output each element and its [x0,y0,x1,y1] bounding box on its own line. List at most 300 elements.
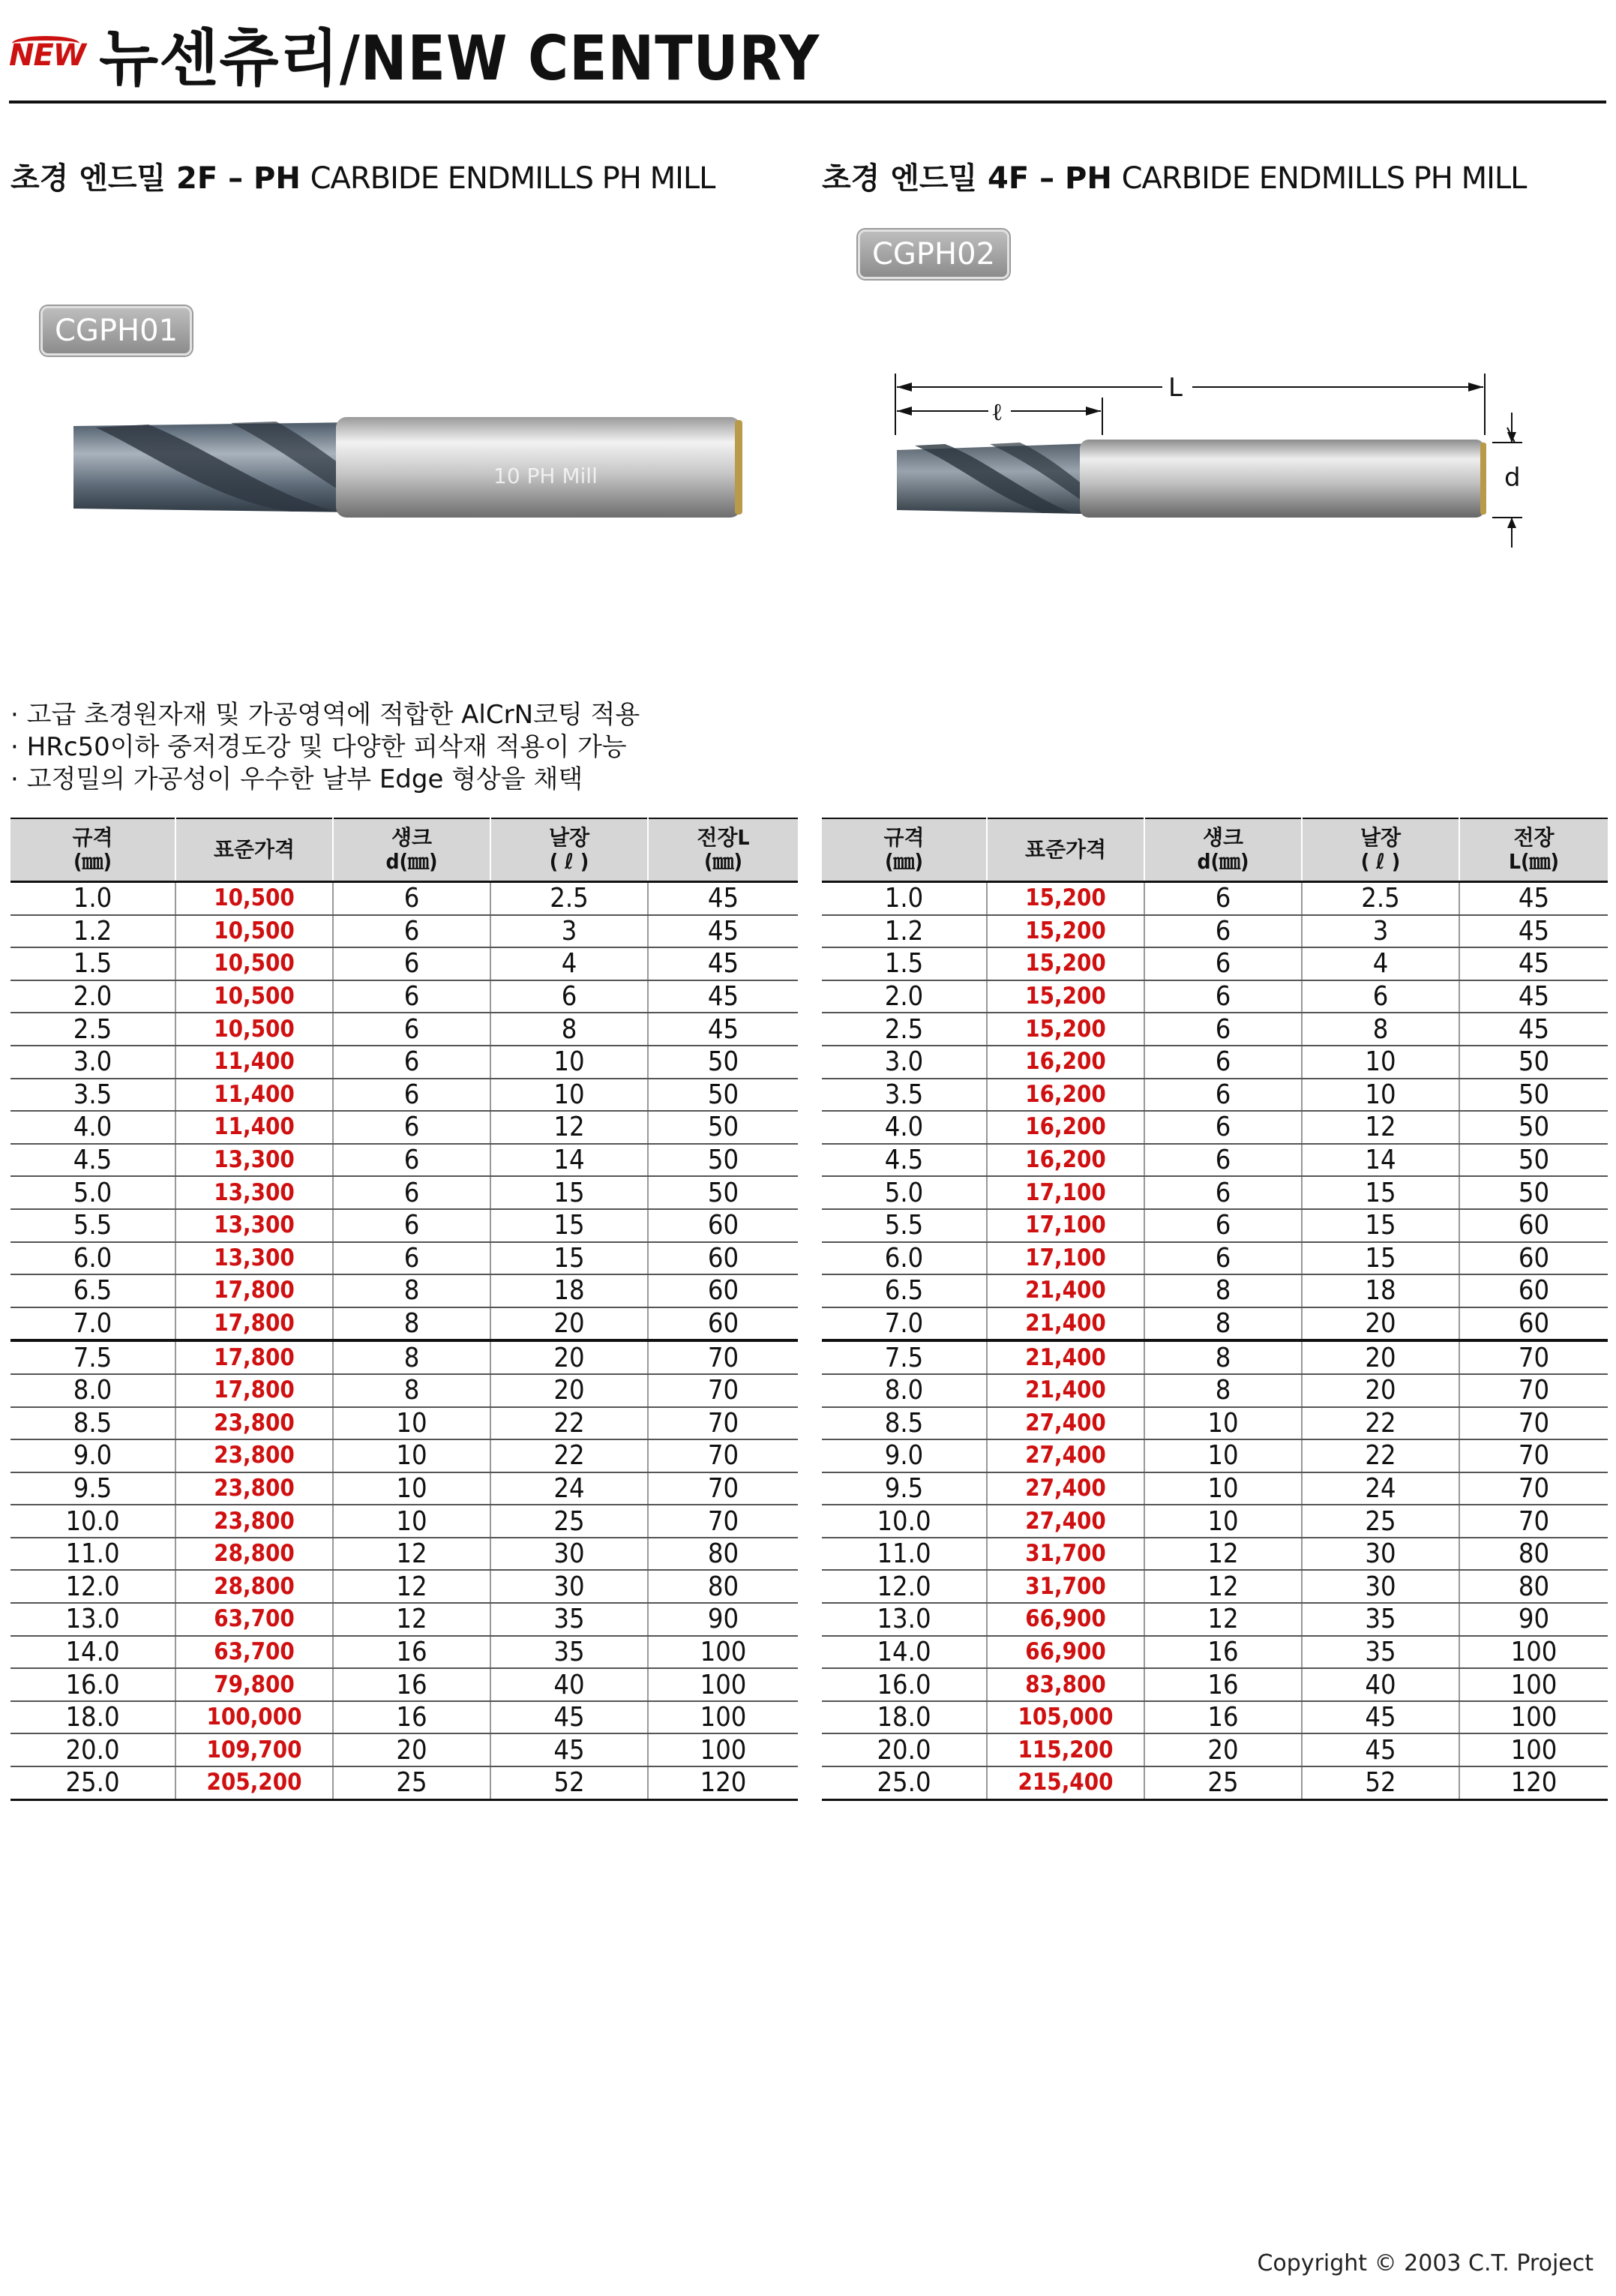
left-title-en: CARBIDE ENDMILLS PH MILL [310,161,715,196]
col-header-line2: ( ℓ ) [549,849,589,874]
table-row [10,1274,798,1307]
cell-size: 6.0 [822,1242,987,1275]
cell-shank: 10 [333,1407,490,1440]
cell-overall-length: 80 [648,1570,798,1603]
cell-size: 20.0 [10,1733,175,1766]
table-row [10,1209,798,1242]
copyright-text: Copyright © 2003 C.T. Project [1257,2250,1594,2276]
table-row [10,1307,798,1341]
cell-overall-length: 70 [648,1472,798,1505]
cell-overall-length: 50 [1459,1176,1608,1209]
cell-price: 23,800 [175,1505,333,1538]
cell-flute-length: 30 [490,1570,648,1603]
cell-overall-length: 70 [1459,1340,1608,1374]
cell-size: 3.0 [10,1046,175,1079]
table-row [10,1013,798,1046]
cell-price: 11,400 [175,1079,333,1112]
cell-flute-length: 24 [490,1472,648,1505]
table-row [822,882,1608,915]
cell-size: 9.0 [10,1439,175,1472]
cell-overall-length: 100 [1459,1636,1608,1669]
cell-shank: 6 [333,915,490,948]
cell-flute-length: 22 [490,1407,648,1440]
cell-size: 1.0 [10,882,175,915]
cell-overall-length: 70 [1459,1439,1608,1472]
cell-shank: 6 [333,1144,490,1177]
cell-flute-length: 30 [490,1538,648,1571]
cell-price: 17,800 [175,1274,333,1307]
col-header-line1: 전장 [1513,825,1555,850]
arrow-right-icon [1086,407,1101,416]
table-row [822,1340,1608,1374]
table-row [10,947,798,980]
cell-size: 9.5 [822,1472,987,1505]
cell-price: 23,800 [175,1407,333,1440]
cell-shank: 12 [1144,1538,1302,1571]
cell-price: 21,400 [987,1374,1144,1407]
cell-shank: 12 [1144,1603,1302,1636]
cell-overall-length: 45 [1459,915,1608,948]
cell-flute-length: 15 [490,1242,648,1275]
cell-price: 105,000 [987,1701,1144,1734]
cell-flute-length: 22 [1302,1407,1459,1440]
cell-overall-length: 45 [648,947,798,980]
table-header-row [10,818,798,882]
cell-overall-length: 120 [1459,1766,1608,1799]
cell-shank: 25 [333,1766,490,1799]
cell-price: 17,800 [175,1374,333,1407]
table-row [10,1603,798,1636]
cell-price: 13,300 [175,1209,333,1242]
cell-overall-length: 100 [648,1636,798,1669]
cell-overall-length: 100 [648,1701,798,1734]
cell-shank: 6 [1144,1176,1302,1209]
col-header-shank [1144,818,1302,882]
cell-flute-length: 2.5 [490,882,648,915]
cell-overall-length: 50 [648,1111,798,1144]
cell-size: 16.0 [822,1668,987,1701]
cell-size: 9.0 [822,1439,987,1472]
cell-flute-length: 30 [1302,1538,1459,1571]
cell-shank: 16 [1144,1668,1302,1701]
table-row [10,1144,798,1177]
col-header-line1: 전장L [697,825,750,850]
col-header-line1: 규격 [72,825,113,850]
cell-price: 16,200 [987,1111,1144,1144]
cell-size: 7.5 [10,1340,175,1374]
cell-shank: 16 [333,1636,490,1669]
cell-flute-length: 25 [1302,1505,1459,1538]
cell-flute-length: 3 [1302,915,1459,948]
cell-size: 5.0 [822,1176,987,1209]
cell-price: 15,200 [987,947,1144,980]
table-row [10,1340,798,1374]
cell-overall-length: 60 [1459,1307,1608,1341]
spec-table-2f [10,818,798,1801]
feature-item: · 고급 초경원자재 및 가공영역에 적합한 AlCrN코팅 적용 [10,700,640,730]
col-header-overall-length [648,818,798,882]
cell-shank: 12 [333,1603,490,1636]
cell-overall-length: 70 [648,1505,798,1538]
cell-shank: 6 [333,1046,490,1079]
cell-overall-length: 70 [648,1374,798,1407]
cell-overall-length: 50 [1459,1046,1608,1079]
cell-size: 1.2 [10,915,175,948]
cell-price: 66,900 [987,1603,1144,1636]
cell-price: 16,200 [987,1079,1144,1112]
cell-price: 63,700 [175,1603,333,1636]
cell-overall-length: 70 [1459,1505,1608,1538]
cell-price: 63,700 [175,1636,333,1669]
cell-shank: 6 [1144,1242,1302,1275]
cell-price: 23,800 [175,1439,333,1472]
left-product-code-badge: CGPH01 [40,306,192,356]
table-row [822,947,1608,980]
table-row [822,1505,1608,1538]
cell-price: 17,800 [175,1307,333,1341]
table-row [822,1636,1608,1669]
right-title-en: CARBIDE ENDMILLS PH MILL [1121,161,1527,196]
col-header-price [987,818,1144,882]
cell-overall-length: 45 [1459,882,1608,915]
col-header-line2: d(㎜) [1197,849,1249,874]
cell-overall-length: 60 [648,1242,798,1275]
cell-overall-length: 120 [648,1766,798,1799]
table-row [10,1111,798,1144]
table-row [822,1766,1608,1799]
cell-flute-length: 52 [490,1766,648,1799]
cell-size: 12.0 [10,1570,175,1603]
table-row [822,1013,1608,1046]
table-row [822,1472,1608,1505]
cell-price: 15,200 [987,882,1144,915]
col-header-overall-length [1459,818,1608,882]
shank [1080,440,1485,518]
cell-overall-length: 90 [648,1603,798,1636]
cell-shank: 6 [333,1079,490,1112]
cell-price: 17,100 [987,1209,1144,1242]
cell-price: 21,400 [987,1340,1144,1374]
cell-flute-length: 40 [1302,1668,1459,1701]
table-row [822,1407,1608,1440]
cell-shank: 6 [1144,882,1302,915]
logo-text: NEW [9,38,85,73]
new-logo [9,33,84,78]
cell-shank: 16 [1144,1636,1302,1669]
cell-overall-length: 70 [1459,1472,1608,1505]
cell-overall-length: 70 [648,1407,798,1440]
cell-shank: 10 [333,1439,490,1472]
cell-price: 27,400 [987,1505,1144,1538]
cell-overall-length: 80 [648,1538,798,1571]
table-row [822,1242,1608,1275]
cell-price: 115,200 [987,1733,1144,1766]
cell-shank: 8 [1144,1374,1302,1407]
cell-price: 27,400 [987,1439,1144,1472]
cell-shank: 6 [1144,947,1302,980]
cell-price: 15,200 [987,980,1144,1013]
cell-price: 13,300 [175,1242,333,1275]
cell-flute-length: 22 [1302,1439,1459,1472]
table-row [822,1274,1608,1307]
cell-flute-length: 12 [1302,1111,1459,1144]
table-row [822,1111,1608,1144]
cell-size: 3.5 [822,1079,987,1112]
col-header-line1: 섕크 [1202,825,1244,850]
cell-shank: 8 [333,1374,490,1407]
cell-shank: 20 [333,1733,490,1766]
cell-overall-length: 100 [648,1733,798,1766]
feature-list [10,699,640,796]
cell-shank: 16 [333,1701,490,1734]
arrow-left-icon [897,407,912,416]
tool-marking: 10 PH Mill [493,464,598,488]
arrow-down-icon [1507,432,1516,443]
cell-overall-length: 100 [1459,1733,1608,1766]
arrow-left-icon [897,383,912,392]
table-row [10,1439,798,1472]
cell-shank: 6 [333,1013,490,1046]
table-row [10,1176,798,1209]
table-row [822,1176,1608,1209]
cell-overall-length: 70 [648,1439,798,1472]
cell-shank: 6 [333,1209,490,1242]
cell-size: 7.0 [822,1307,987,1341]
cell-size: 8.0 [10,1374,175,1407]
cell-overall-length: 45 [648,915,798,948]
feature-item: · HRc50이하 중저경도강 및 다양한 피삭재 적용이 가능 [10,732,627,762]
cell-flute-length: 45 [490,1733,648,1766]
cell-price: 17,100 [987,1176,1144,1209]
cell-shank: 8 [1144,1307,1302,1341]
cell-overall-length: 60 [1459,1242,1608,1275]
cell-price: 205,200 [175,1766,333,1799]
cell-shank: 20 [1144,1733,1302,1766]
col-header-line2: (㎜) [703,849,743,874]
cell-price: 66,900 [987,1636,1144,1669]
cell-flute-length: 45 [490,1701,648,1734]
table-row [10,1079,798,1112]
table-row [822,980,1608,1013]
cell-overall-length: 45 [1459,947,1608,980]
cell-price: 16,200 [987,1144,1144,1177]
cell-shank: 6 [1144,1079,1302,1112]
cell-size: 1.0 [822,882,987,915]
cell-size: 1.5 [10,947,175,980]
cell-flute-length: 22 [490,1439,648,1472]
cell-price: 21,400 [987,1274,1144,1307]
cell-flute-length: 14 [1302,1144,1459,1177]
cell-size: 6.5 [10,1274,175,1307]
left-title-ko: 초경 엔드밀 2F – PH [10,161,301,196]
table-row [10,1570,798,1603]
cell-shank: 10 [333,1472,490,1505]
cell-shank: 6 [1144,1209,1302,1242]
cell-flute-length: 15 [1302,1176,1459,1209]
cell-size: 3.0 [822,1046,987,1079]
col-header-line1: 날장 [1360,825,1402,850]
cell-shank: 6 [333,1242,490,1275]
table-row [822,1603,1608,1636]
cell-size: 25.0 [10,1766,175,1799]
cell-flute-length: 3 [490,915,648,948]
table-row [10,915,798,948]
cell-shank: 6 [1144,1046,1302,1079]
cell-flute-length: 2.5 [1302,882,1459,915]
col-header-line1: 날장 [548,825,590,850]
cell-size: 4.0 [822,1111,987,1144]
cell-overall-length: 50 [648,1144,798,1177]
cell-price: 23,800 [175,1472,333,1505]
cell-overall-length: 60 [648,1307,798,1341]
cell-size: 2.5 [822,1013,987,1046]
cell-flute-length: 20 [1302,1374,1459,1407]
cell-price: 100,000 [175,1701,333,1734]
table-row [10,980,798,1013]
shank-end [735,420,742,515]
right-product-code-badge: CGPH02 [858,230,1009,279]
cell-overall-length: 50 [648,1079,798,1112]
cell-overall-length: 50 [1459,1079,1608,1112]
cell-price: 16,200 [987,1046,1144,1079]
cell-price: 10,500 [175,915,333,948]
cell-size: 5.5 [822,1209,987,1242]
cell-shank: 8 [1144,1274,1302,1307]
cell-size: 4.5 [10,1144,175,1177]
table-row [10,1374,798,1407]
cell-size: 20.0 [822,1733,987,1766]
cell-shank: 8 [333,1274,490,1307]
cell-overall-length: 70 [648,1340,798,1374]
cell-price: 17,100 [987,1242,1144,1275]
table-row [10,1701,798,1734]
cell-flute-length: 45 [1302,1733,1459,1766]
cell-flute-length: 10 [490,1079,648,1112]
cell-overall-length: 60 [1459,1274,1608,1307]
cell-flute-length: 10 [1302,1079,1459,1112]
cell-size: 7.0 [10,1307,175,1341]
cell-overall-length: 45 [648,1013,798,1046]
cell-shank: 6 [333,980,490,1013]
cell-price: 17,800 [175,1340,333,1374]
cell-size: 2.5 [10,1013,175,1046]
page-header [9,11,1606,101]
cell-shank: 6 [1144,1111,1302,1144]
cell-shank: 12 [1144,1570,1302,1603]
cell-overall-length: 45 [648,980,798,1013]
cell-overall-length: 45 [1459,980,1608,1013]
col-header-line2: L(㎜) [1508,849,1560,874]
cell-shank: 16 [333,1668,490,1701]
cell-price: 215,400 [987,1766,1144,1799]
feature-item: · 고정밀의 가공성이 우수한 날부 Edge 형상을 채택 [10,764,583,794]
col-header-size [822,818,987,882]
table-row [822,1144,1608,1177]
dim-d-label: d [1504,463,1521,493]
table-row [822,1570,1608,1603]
cell-size: 11.0 [822,1538,987,1571]
cell-shank: 10 [333,1505,490,1538]
cell-flute-length: 20 [490,1374,648,1407]
shank-end [1480,443,1486,515]
col-header-line1: 규격 [883,825,925,850]
cell-overall-length: 80 [1459,1570,1608,1603]
table-row [822,1733,1608,1766]
cell-size: 13.0 [822,1603,987,1636]
cell-flute-length: 10 [1302,1046,1459,1079]
table-row [822,1079,1608,1112]
cell-overall-length: 45 [1459,1013,1608,1046]
cell-flute-length: 30 [1302,1570,1459,1603]
cell-size: 14.0 [822,1636,987,1669]
cell-overall-length: 60 [648,1209,798,1242]
cell-overall-length: 45 [648,882,798,915]
cell-shank: 16 [1144,1701,1302,1734]
endmill-4f-image [892,368,1567,555]
cell-size: 1.5 [822,947,987,980]
table-row [10,1538,798,1571]
cell-overall-length: 50 [648,1176,798,1209]
cell-shank: 25 [1144,1766,1302,1799]
cell-flute-length: 15 [1302,1209,1459,1242]
col-header-line2: d(㎜) [385,849,438,874]
cell-overall-length: 70 [1459,1407,1608,1440]
table-row [10,1407,798,1440]
cell-shank: 12 [333,1538,490,1571]
cell-size: 4.5 [822,1144,987,1177]
table-row [10,1668,798,1701]
cell-price: 21,400 [987,1307,1144,1341]
cell-flute-length: 8 [1302,1013,1459,1046]
cell-size: 2.0 [822,980,987,1013]
cell-price: 31,700 [987,1570,1144,1603]
logo-swoosh-icon [12,36,79,51]
cell-shank: 6 [333,947,490,980]
header-divider [9,101,1606,104]
cell-shank: 12 [333,1570,490,1603]
dim-l-label: ℓ [991,398,1003,426]
cell-size: 1.2 [822,915,987,948]
cell-flute-length: 14 [490,1144,648,1177]
table-row [10,882,798,915]
cell-price: 15,200 [987,1013,1144,1046]
cell-flute-length: 4 [1302,947,1459,980]
cell-flute-length: 8 [490,1013,648,1046]
cell-overall-length: 100 [648,1668,798,1701]
cell-size: 14.0 [10,1636,175,1669]
table-row [10,1505,798,1538]
col-header-line1: 표준가격 [1024,837,1107,862]
cell-flute-length: 35 [490,1636,648,1669]
spec-table-4f [822,818,1608,1801]
cell-price: 10,500 [175,1013,333,1046]
col-header-line1: 섕크 [391,825,433,850]
cell-shank: 6 [1144,915,1302,948]
table-row [10,1242,798,1275]
cell-size: 25.0 [822,1766,987,1799]
table-row [822,1209,1608,1242]
cell-flute-length: 20 [490,1340,648,1374]
cell-size: 2.0 [10,980,175,1013]
cell-flute-length: 35 [1302,1603,1459,1636]
cell-price: 31,700 [987,1538,1144,1571]
table-row [822,1668,1608,1701]
table-row [822,1439,1608,1472]
cell-price: 27,400 [987,1472,1144,1505]
cell-size: 6.5 [822,1274,987,1307]
cell-price: 10,500 [175,980,333,1013]
cell-size: 11.0 [10,1538,175,1571]
